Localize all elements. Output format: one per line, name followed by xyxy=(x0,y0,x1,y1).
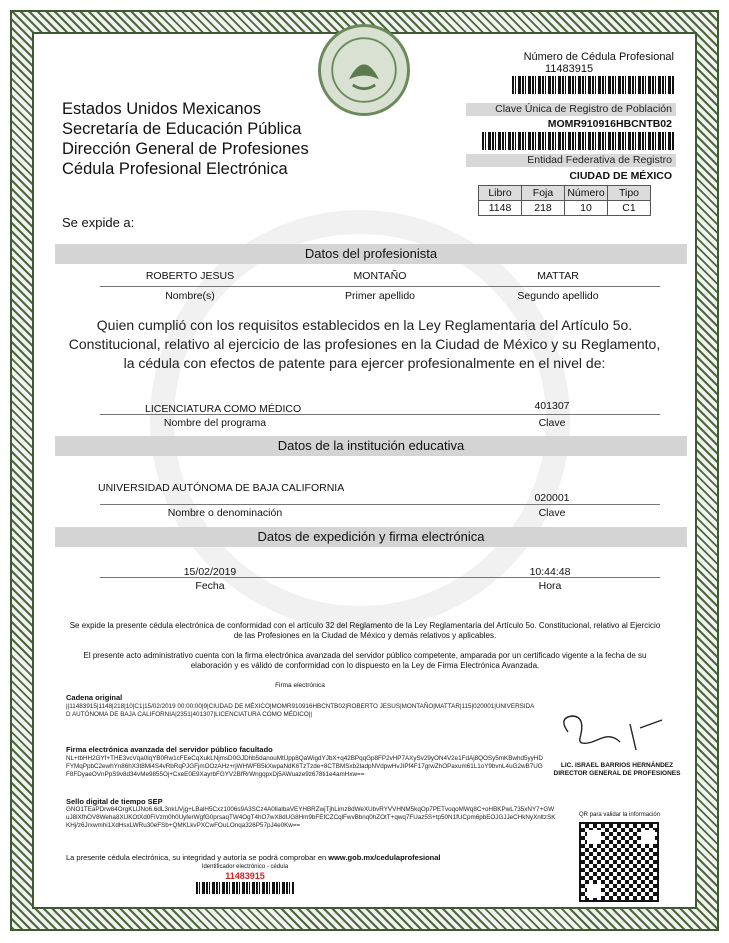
programa-label: Nombre del programa xyxy=(163,417,267,429)
libro-value: 1148 xyxy=(479,201,522,216)
primer-apellido-label: Primer apellido xyxy=(344,290,416,302)
title-line-2: Secretaría de Educación Pública xyxy=(62,120,302,138)
segundo-apellido-value: MATTAR xyxy=(537,270,579,282)
legal-paragraph-2: El presente acto administrativo cuenta con la firma electrónica avanzada del servidor público competente, amparada por un certificado vigente a la fecha de su elaboración y es válido de conformidad con lo dispuesto en la Ley de Firma Electrónica Avanzada. xyxy=(83,651,647,670)
footer-prefix: La presente cédula electrónica, su integridad y autoría se podrá comprobar en xyxy=(66,853,329,862)
firmante-name: LIC. ISRAEL BARRIOS HERNÁNDEZ xyxy=(560,762,674,769)
qr-label: QR para validar la información xyxy=(579,812,661,818)
libro-table xyxy=(478,185,651,216)
curp-label: Clave Única de Registro de Población xyxy=(466,103,676,116)
requisitos-paragraph xyxy=(62,316,667,373)
se-expide-label: Se expide a: xyxy=(62,215,135,230)
nombres-label: Nombre(s) xyxy=(165,290,215,302)
tipo-value: C1 xyxy=(608,201,651,216)
legal-paragraph-1: Se expide la presente cédula electrónica de conformidad con el artículo 32 del Reglamento de la Ley Reglamentaria del Artículo 5o. Constitucional, relativo al Ejercicio de las Profesiones en la Ciudad de México y demás relativos y aplicables. xyxy=(69,621,661,640)
institucion-value: UNIVERSIDAD AUTÓNOMA DE BAJA CALIFORNIA xyxy=(98,482,345,494)
title-line-4: Cédula Profesional Electrónica xyxy=(62,160,288,178)
paragraph-line-1: Quien cumplió con los requisitos establecidos en la Ley Reglamentaria del Artículo 5o. xyxy=(96,317,633,333)
institucion-clave-value: 020001 xyxy=(534,492,570,504)
sello-title: Sello digital de tiempo SEP xyxy=(66,797,163,806)
firma-title: Firma electrónica avanzada del servidor público facultado xyxy=(66,745,273,754)
foja-header: Foja xyxy=(522,186,565,201)
section-expedicion: Datos de expedición y firma electrónica xyxy=(55,527,687,547)
cadena-title: Cadena original xyxy=(66,693,123,702)
libro-header: Libro xyxy=(479,186,522,201)
issuer-title-block xyxy=(62,99,309,179)
name-divider xyxy=(100,286,660,287)
title-line-3: Dirección General de Profesiones xyxy=(62,140,309,158)
cedula-barcode xyxy=(512,76,674,94)
curp-value: MOMR910916HBCNTB02 xyxy=(547,118,672,130)
numero-cedula-value: 11483915 xyxy=(544,63,594,75)
programa-value: LICENCIATURA COMO MÉDICO xyxy=(145,403,302,415)
identificador-label: Identificador electrónico - cédula xyxy=(201,864,289,870)
foja-value: 218 xyxy=(522,201,565,216)
footer-url[interactable]: www.gob.mx/cedulaprofesional xyxy=(328,853,441,862)
numero-cedula-label: Número de Cédula Profesional xyxy=(523,51,674,63)
fecha-value: 15/02/2019 xyxy=(183,566,237,578)
entidad-label: Entidad Federativa de Registro xyxy=(466,154,676,167)
identificador-barcode xyxy=(196,882,294,894)
primer-apellido-value: MONTAÑO xyxy=(353,270,407,282)
paragraph-line-3: la cédula con efectos de patente para ejercer profesionalmente en el nivel de: xyxy=(123,355,606,371)
firmante-cargo: DIRECTOR GENERAL DE PROFESIONES xyxy=(553,770,681,777)
fecha-divider xyxy=(100,577,660,578)
cadena-original: ||11483915|1148|218|10|C1|15/02/2019 00:00:00|9|CIUDAD DE MÉXICO|MOMR910916HBCNTB02|ROBERTO JESUS|MONTAÑO|MATTAR|115|020001|UNIVERSIDAD AUTÓNOMA DE BAJA CALIFORNIA|2351|401307|LICENCIATURA COMO MÉDICO|| xyxy=(66,703,535,718)
institucion-clave-label: Clave xyxy=(538,507,566,519)
hora-value: 10:44:48 xyxy=(529,566,571,578)
section-institucion: Datos de la institución educativa xyxy=(55,436,687,456)
identificador-value: 11483915 xyxy=(225,871,265,881)
institucion-divider xyxy=(100,504,660,505)
national-seal-icon xyxy=(318,24,410,116)
institucion-label: Nombre o denominación xyxy=(167,507,283,519)
programa-divider xyxy=(100,414,660,415)
paragraph-line-2: Constitucional, relativo al ejercicio de las profesiones en la Ciudad de México y su Reglamento, xyxy=(68,336,661,352)
segundo-apellido-label: Segundo apellido xyxy=(517,290,599,302)
entidad-value: CIUDAD DE MÉXICO xyxy=(569,170,672,182)
programa-clave-label: Clave xyxy=(538,417,566,429)
handwritten-signature xyxy=(550,698,680,760)
numero-value: 10 xyxy=(565,201,608,216)
firma-electronica-string: NL+tbHH2GYf+THE3vcVqa0lqYB0Rw1cFEeCqXukLNjmsD0GJDhb5danouMtUpp8QaWigdYJbX+q42BPqqGp8FP2vHP7AXySv29yON4V2e1FdAj8QOSy5mKBwhd5yyHDFYMqPpbC2ewhYn86hX3t8Mi4S4vRbRqPJGFjmOOzAHz+rjWHWFB5kXwpaNdK6TzTzde+8CTBMSxb2ladpNVdpwHvJIPf4F17grwZhOPaxum61L1oY9bvnL4uG2wB7UGF8FDyaeOVnPpS9v8d34vMe9855Oj+CxeE0E9XayrbFGYV2BfRrWngqpxDj5AWuaze9z678ti1e4amHxw== xyxy=(66,755,543,778)
programa-clave-value: 401307 xyxy=(534,400,570,412)
qr-code xyxy=(579,822,659,902)
numero-header: Número xyxy=(565,186,608,201)
hora-label: Hora xyxy=(538,580,562,592)
title-line-1: Estados Unidos Mexicanos xyxy=(62,100,262,118)
footer-text xyxy=(66,853,441,862)
curp-barcode xyxy=(482,132,674,150)
fecha-label: Fecha xyxy=(195,580,225,592)
sello-digital-string: GNO1TEaPDrw84OrgKLlJNo6.6dL3nkUVjg+LBalH5Cxz1006s9A3SCz4A0lIalbaVEYHBRZwjTjhLimz8dWeXUbvRYVVHNM5kqOp7PETvoqoMWq8C+oHBKPwL735xNY7+GWuJ8lXfhOV8Weha8XUKOtXd0FiVzm0h0UyferWgfG0prsaqTW4OgT4hO7wX8dUG8Hm9bFEfCZCqlFwvBbnq0hZOtT+qwq7FUaz5S+tp50N1fUCpm6pbEOJGJJeCHkNyXnltzSKKHj/z6Jrxwmhi1XdHsxLWRu30eFSb+QMKLkvPXCwFOuLOnqa326P57pJ4e0Kw== xyxy=(66,806,556,829)
firma-electronica-label: Firma electrónica xyxy=(275,682,325,689)
section-profesionista: Datos del profesionista xyxy=(55,244,687,264)
tipo-header: Tipo xyxy=(608,186,651,201)
nombres-value: ROBERTO JESUS xyxy=(145,270,235,282)
